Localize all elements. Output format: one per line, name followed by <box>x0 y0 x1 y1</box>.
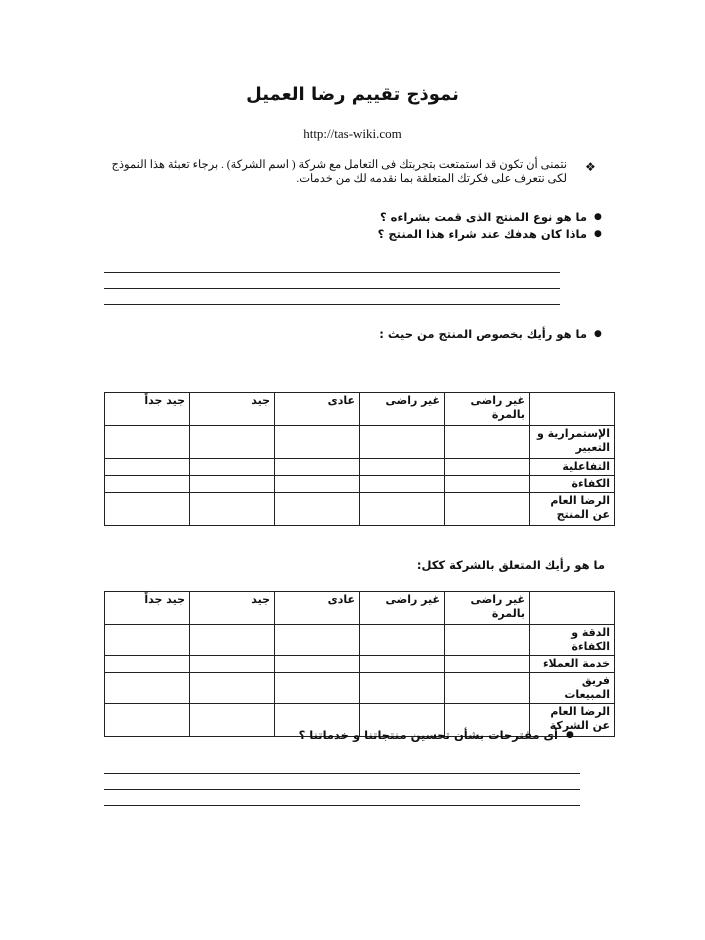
answer-line[interactable] <box>104 288 560 289</box>
question-product-type: ما هو نوع المنتج الذى قمت بشراءه ؟ <box>380 210 587 224</box>
table-header-row <box>105 592 615 625</box>
table-row <box>105 673 615 704</box>
rating-cell[interactable] <box>190 625 275 656</box>
rating-cell[interactable] <box>190 673 275 704</box>
header-cell: غير راضى <box>360 393 445 426</box>
rating-cell[interactable] <box>275 459 360 476</box>
rating-cell[interactable] <box>445 625 530 656</box>
question-product-opinion: ما هو رأيك بخصوص المنتج من حيث : <box>379 327 587 341</box>
rating-cell[interactable] <box>445 426 530 459</box>
answer-line[interactable] <box>104 272 560 273</box>
header-cell: جيد جداً <box>105 393 190 426</box>
rating-cell[interactable] <box>445 476 530 493</box>
rating-cell[interactable] <box>275 625 360 656</box>
rating-cell[interactable] <box>105 625 190 656</box>
rating-cell[interactable] <box>190 656 275 673</box>
question-company-opinion: ما هو رأيك المتعلق بالشركة ككل: <box>416 558 605 572</box>
rating-cell[interactable] <box>275 493 360 526</box>
rating-cell[interactable] <box>360 656 445 673</box>
rating-cell[interactable] <box>275 656 360 673</box>
rating-cell[interactable] <box>360 426 445 459</box>
header-cell: عادى <box>275 393 360 426</box>
rating-cell[interactable] <box>445 459 530 476</box>
bullet-icon: ● <box>594 229 602 239</box>
product-rating-table <box>104 392 615 526</box>
bullet-icon: ● <box>566 730 574 740</box>
diamond-bullet-icon: ❖ <box>585 160 596 174</box>
table-row <box>105 476 615 493</box>
rating-cell[interactable] <box>105 476 190 493</box>
rating-cell[interactable] <box>275 426 360 459</box>
row-label: الإستمرارية و التعبير <box>530 426 615 459</box>
table-row <box>105 493 615 526</box>
answer-line[interactable] <box>104 789 580 790</box>
row-label: فريق المبيعات <box>530 673 615 704</box>
rating-cell[interactable] <box>105 656 190 673</box>
rating-cell[interactable] <box>360 493 445 526</box>
source-url[interactable]: http://tas-wiki.com <box>303 126 402 141</box>
rating-cell[interactable] <box>445 493 530 526</box>
rating-cell[interactable] <box>105 459 190 476</box>
form-title: نموذج تقييم رضا العميل <box>246 84 459 105</box>
rating-cell[interactable] <box>105 704 190 737</box>
header-cell: غير راضى بالمرة <box>445 393 530 426</box>
rating-cell[interactable] <box>190 476 275 493</box>
answer-line[interactable] <box>104 773 580 774</box>
rating-cell[interactable] <box>360 476 445 493</box>
rating-cell[interactable] <box>445 656 530 673</box>
bullet-icon: ● <box>594 329 602 339</box>
header-cell: عادى <box>275 592 360 625</box>
row-label: الرضا العام عن الشركة <box>530 704 615 737</box>
header-cell-empty <box>530 393 615 426</box>
rating-cell[interactable] <box>275 673 360 704</box>
table-row <box>105 426 615 459</box>
table-row <box>105 656 615 673</box>
table-header-row <box>105 393 615 426</box>
rating-cell[interactable] <box>190 704 275 737</box>
answer-line[interactable] <box>104 304 560 305</box>
intro-text: نتمنى أن تكون قد استمتعت بتجربتك فى التعامل مع شركة ( اسم الشركة) . برجاء تعبئة هذا النموذج لكى نتعرف على فكرتك المتعلقة بما نقدمه لك من خدمات. <box>111 159 567 185</box>
rating-cell[interactable] <box>360 459 445 476</box>
answer-line[interactable] <box>104 805 580 806</box>
header-cell-empty <box>530 592 615 625</box>
row-label: الكفاءة <box>530 476 615 493</box>
rating-cell[interactable] <box>190 493 275 526</box>
company-rating-table <box>104 591 615 737</box>
rating-cell[interactable] <box>445 673 530 704</box>
question-suggestions: أى مقترحات بشأن تحسين منتجاتنا و خدماتنا ؟ <box>298 728 558 742</box>
question-purchase-goal: ماذا كان هدفك عند شراء هذا المنتج ؟ <box>377 227 587 241</box>
table-row <box>105 625 615 656</box>
rating-cell[interactable] <box>105 673 190 704</box>
rating-cell[interactable] <box>275 476 360 493</box>
row-label: التفاعلية <box>530 459 615 476</box>
rating-cell[interactable] <box>360 625 445 656</box>
rating-cell[interactable] <box>105 493 190 526</box>
row-label: الرضا العام عن المنتج <box>530 493 615 526</box>
header-cell: جيد جداً <box>105 592 190 625</box>
header-cell: جيد <box>190 393 275 426</box>
header-cell: غير راضى <box>360 592 445 625</box>
rating-cell[interactable] <box>360 673 445 704</box>
header-cell: جيد <box>190 592 275 625</box>
row-label: الدقة و الكفاءة <box>530 625 615 656</box>
row-label: خدمة العملاء <box>530 656 615 673</box>
rating-cell[interactable] <box>190 426 275 459</box>
table-row <box>105 459 615 476</box>
bullet-icon: ● <box>594 212 602 222</box>
rating-cell[interactable] <box>105 426 190 459</box>
rating-cell[interactable] <box>190 459 275 476</box>
header-cell: غير راضى بالمرة <box>445 592 530 625</box>
